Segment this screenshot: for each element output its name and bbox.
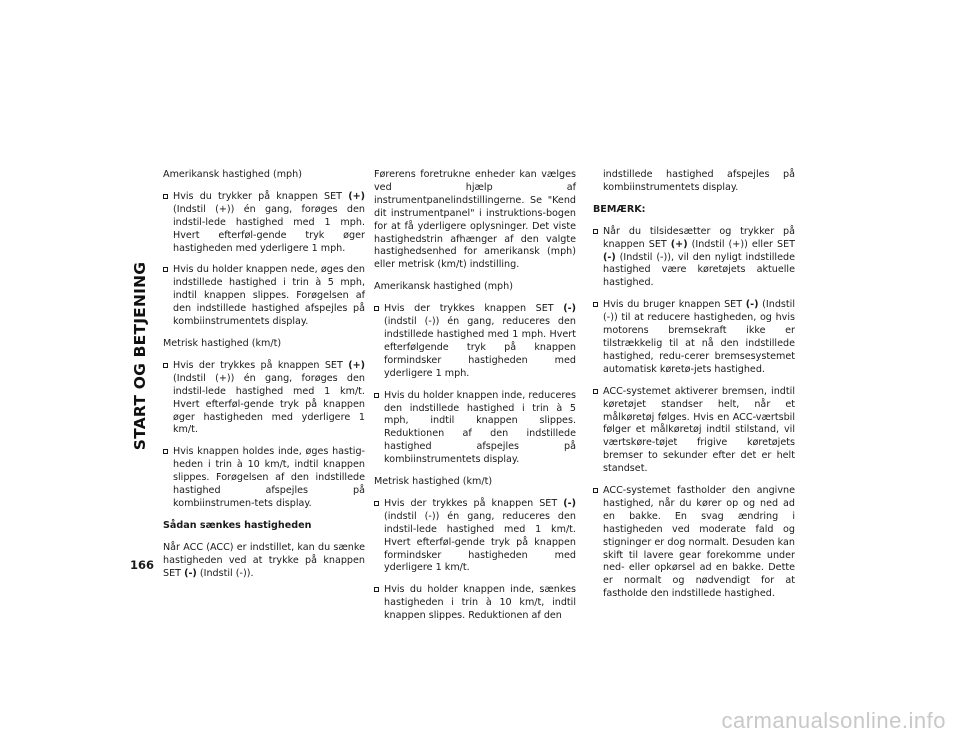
bullet-box-icon xyxy=(163,449,168,454)
list-item: Hvis der trykkes knappen SET (-) (indstil (-)) én gang, reduceres den indstillede hastighed med 1 mph. Hvert efterfølgende tryk på knappen formindsker hastigheden med yderligere 1 mph. xyxy=(374,303,576,380)
watermark-text: carmanualsonline.info xyxy=(721,708,946,733)
list-item: Når du tilsidesætter og trykker på knappen SET (+) (Indstil (+)) eller SET (-) (Indstil (-)), vil den nyligt indstillede hastighed være køretøjets aktuelle hastighed. xyxy=(593,226,795,291)
bullet-box-icon xyxy=(593,229,598,234)
bullet-box-icon xyxy=(163,363,168,368)
list-item: Hvis der trykkes på knappen SET (-) (indstil (-)) én gang, reduceres den indstil-lede hastighed med 1 km/t. Hvert efterføl-gende tryk på knappen formindsker hastigheden med yderligere 1 km/t. xyxy=(374,498,576,575)
bullet-list xyxy=(163,360,365,511)
bullet-box-icon xyxy=(374,393,379,398)
subheading-kmh: Metrisk hastighed (km/t) xyxy=(163,337,282,349)
section-tab xyxy=(126,158,154,553)
list-item: Hvis du holder knappen nede, øges den indstillede hastighed i trin à 5 mph, indtil knappen slippes. Forøgelsen af den indstillede hastighed afspejles på kombiinstrumentets display. xyxy=(163,264,365,329)
bullet-box-icon xyxy=(593,488,598,493)
bullet-box-icon xyxy=(374,501,379,506)
list-item: Hvis du holder knappen inde, reduceres den indstillede hastighed i trin à 5 mph, indtil knappen slippes. Reduktionen af den indstillede hastighed afspejles på kombiinstrumentets display. xyxy=(374,390,576,467)
section-heading: Sådan sænkes hastigheden xyxy=(163,519,312,531)
list-item: ACC-systemet fastholder den angivne hastighed, når du kører op og ned ad en bakke. En svag ændring i hastigheden ved moderate fald og stigninger er dog normalt. Desuden kan skift til lavere gear forekomme under ned- eller opkørsel ad en bakke. Dette er normalt og nødvendigt for at fastholde den indstillede hastighed. xyxy=(593,485,795,601)
subheading-kmh: Metrisk hastighed (km/t) xyxy=(374,476,493,488)
list-item: Hvis du bruger knappen SET (-) (Indstil (-)) til at reducere hastigheden, og hvis motorens bremsekraft ikke er tilstrækkelig til at nå den indstillede hastighed, redu-cerer bremsesystemet automatisk køretø-jets hastighed. xyxy=(593,299,795,376)
note-heading: BEMÆRK: xyxy=(593,203,646,215)
bullet-box-icon xyxy=(593,302,598,307)
page-number: 166 xyxy=(130,558,155,572)
bullet-list xyxy=(374,498,576,623)
list-item: Hvis du trykker på knappen SET (+) (Indstil (+)) én gang, forøges den indstil-lede hastighed med 1 mph. Hvert efterføl-gende tryk øger hastigheden med yderligere 1 mph. xyxy=(163,191,365,256)
subheading-mph: Amerikansk hastighed (mph) xyxy=(163,169,302,180)
list-item: Hvis der trykkes på knappen SET (+) (Indstil (+)) én gang, forøges den indstil-lede hastighed med 1 km/t. Hvert efterføl-gende tryk på knappen øger hastigheden med yderligere 1 km/t. xyxy=(163,360,365,437)
bullet-box-icon xyxy=(593,389,598,394)
list-item: ACC-systemet aktiverer bremsen, indtil køretøjet standser helt, når et målkøretøj følges. Hvis en ACC-værtsbil følger et målkøretøj indtil stilstand, vil værtskøre-tøjet frigive køretøjets bremser to sekunder efter det er helt standset. xyxy=(593,386,795,476)
column-3 xyxy=(593,169,795,610)
bullet-box-icon xyxy=(374,587,379,592)
bullet-box-icon xyxy=(374,306,379,311)
bullet-box-icon xyxy=(163,194,168,199)
paragraph: Når ACC (ACC) er indstillet, kan du sænke hastigheden ved at trykke på knappen SET (-) (Indstil (-)). xyxy=(163,541,365,579)
bullet-list xyxy=(374,303,576,467)
continued-text: indstillede hastighed afspejles på kombiinstrumentets display. xyxy=(603,169,795,193)
column-1 xyxy=(163,169,365,589)
list-item: Hvis du holder knappen inde, sænkes hastigheden i trin à 10 km/t, indtil knappen slippes. Reduktionen af den xyxy=(374,584,576,623)
column-2 xyxy=(374,169,576,632)
bullet-list xyxy=(593,226,795,601)
section-tab-label: START OG BETJENING xyxy=(131,261,149,450)
bullet-list xyxy=(163,191,365,329)
list-item: Hvis knappen holdes inde, øges hastig-heden i trin à 10 km/t, indtil knappen slippes. Forøgelsen af den indstillede hastighed afspejles på kombiinstrumen-tets display. xyxy=(163,446,365,511)
subheading-mph: Amerikansk hastighed (mph) xyxy=(374,281,513,293)
paragraph: Førerens foretrukne enheder kan vælges ved hjælp af instrumentpanelindstillingerne. Se "Kend dit instrumentpanel" i instruktions-bogen for at få yderligere oplysninger. Det viste hastighedstrin afhænger af den valgte hastighedsenhed for amerikansk (mph) eller metrisk (km/t) indstilling. xyxy=(374,169,576,271)
bullet-box-icon xyxy=(163,267,168,272)
